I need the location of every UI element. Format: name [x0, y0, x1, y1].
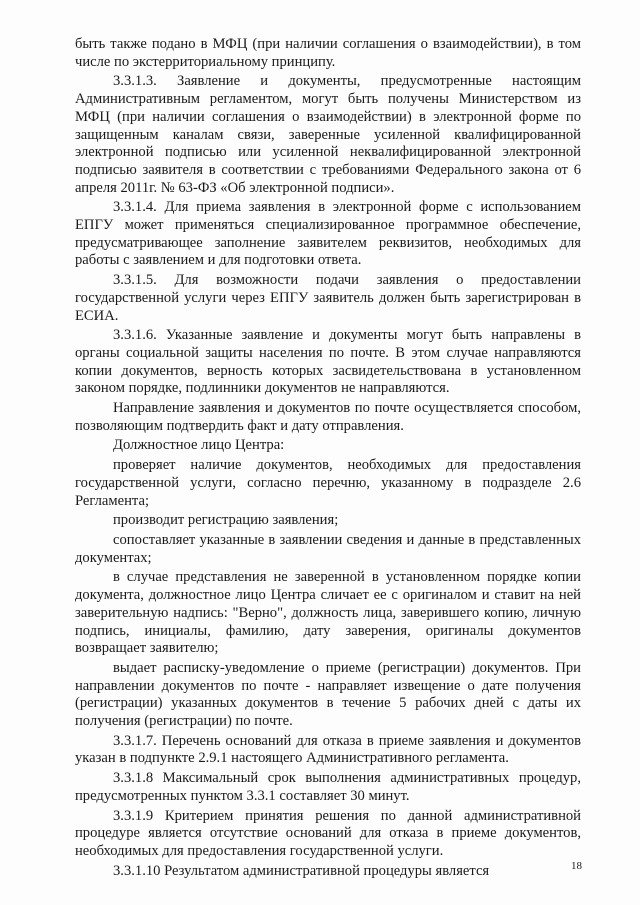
paragraph-13: 3.3.1.8 Максимальный срок выполнения административных процедур, предусмотренных пунктом 3.3.1 составляет 30 минут. — [75, 770, 581, 804]
paragraph-0: быть также подано в МФЦ (при наличии соглашения о взаимодействии), в том числе по экстерриториальному принципу. — [75, 36, 581, 70]
paragraph-7: проверяет наличие документов, необходимых для предоставления государственной услуги, согласно перечню, указанному в подразделе 2.6 Регламента; — [75, 457, 581, 509]
paragraph-5: Направление заявления и документов по почте осуществляется способом, позволяющим подтвердить факт и дату отправления. — [75, 400, 581, 434]
paragraph-12: 3.3.1.7. Перечень оснований для отказа в приеме заявления и документов указан в подпункте 2.9.1 настоящего Административного регламента. — [75, 732, 581, 767]
paragraph-15: 3.3.1.10 Результатом административной процедуры является — [113, 862, 490, 879]
paragraph-9: сопоставляет указанные в заявлении сведения и данные в представленных документах; — [75, 531, 581, 566]
paragraph-8: производит регистрацию заявления; — [113, 512, 339, 529]
paragraph-4: 3.3.1.6. Указанные заявление и документы могут быть направлены в органы социальной защиты населения по почте. В этом случае направляются копии документов, верность которых засвидетельствована в установленном законом порядке, подлинники документов не направляются. — [75, 327, 581, 397]
paragraph-3: 3.3.1.5. Для возможности подачи заявления о предоставлении государственной услуги через ЕПГУ заявитель должен быть зарегистрирован в ЕСИА. — [75, 272, 581, 324]
paragraph-10: в случае представления не заверенной в установленном порядке копии документа, должностное лицо Центра сличает ее с оригиналом и ставит на ней заверительную надпись: "Верно", должность лица, заверившего копию, личную подпись, инициалы, фамилию, дату заверения, оригиналы документов возвращает заявителю; — [75, 569, 581, 657]
document-body — [75, 36, 581, 882]
page-number: 18 — [571, 860, 582, 872]
paragraph-2: 3.3.1.4. Для приема заявления в электронной форме с использованием ЕПГУ может применяться специализированное программное обеспечение, предусматривающее заполнение заявителем реквизитов, необходимых для работы с заявлением и для подготовки ответа. — [75, 199, 581, 269]
paragraph-14: 3.3.1.9 Критерием принятия решения по данной административной процедуре является отсутствие оснований для отказа в приеме документов, необходимых для предоставления государственной услуги. — [75, 807, 581, 859]
paragraph-6: Должностное лицо Центра: — [113, 437, 285, 454]
paragraph-11: выдает расписку-уведомление о приеме (регистрации) документов. При направлении документов по почте - направляет извещение о дате получения (регистрации) указанных документов в течение 5 рабочих дней с даты их получения (регистрации) по почте. — [75, 659, 581, 730]
paragraph-1: 3.3.1.3. Заявление и документы, предусмотренные настоящим Административным регламентом, могут быть получены Министерством из МФЦ (при наличии соглашения о взаимодействии) в электронной форме по защищенным каналам связи, заверенные усиленной квалифицированной электронной подписью или усиленной неквалифицированной электронной подписью заявителя в соответствии с требованиями Федерального закона от 6 апреля 2011г. № 63-ФЗ «Об электронной подписи». — [75, 73, 581, 196]
